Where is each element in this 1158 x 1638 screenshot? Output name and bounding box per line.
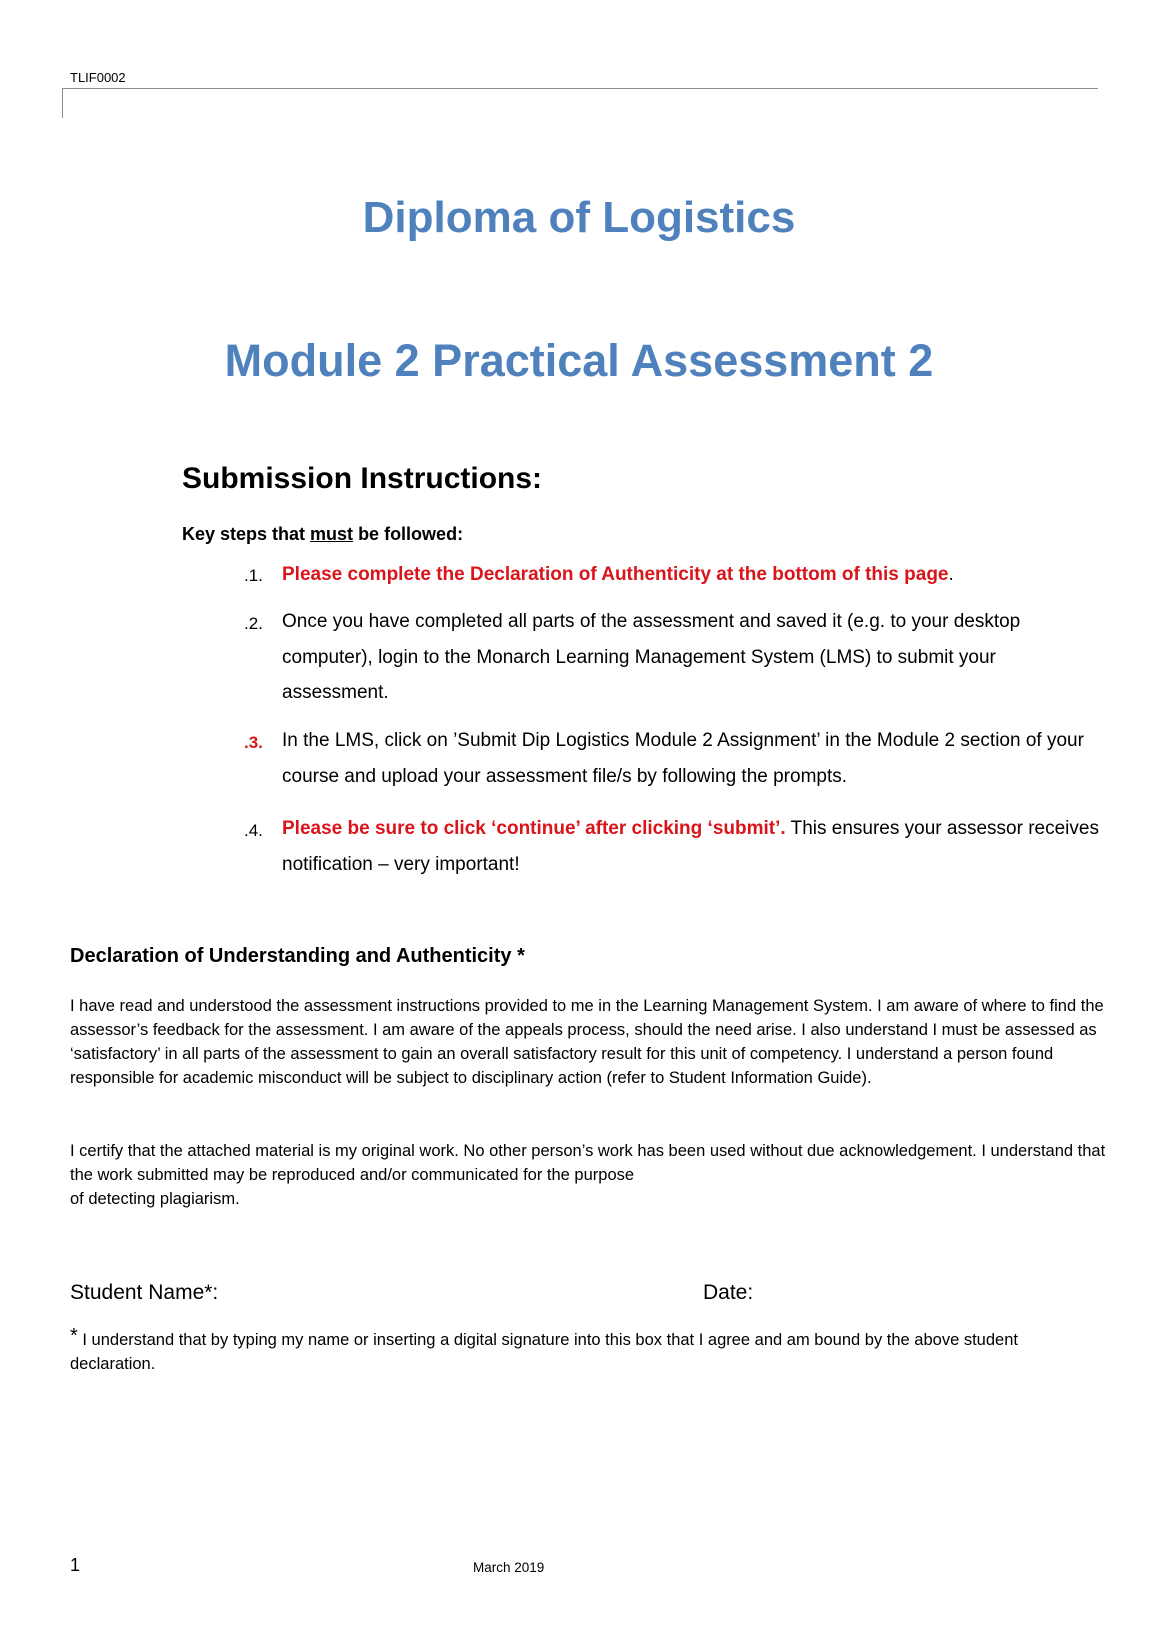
assessment-title: Module 2 Practical Assessment 2: [224, 335, 934, 386]
step-2-number: .2.: [244, 614, 263, 633]
page-number: 1: [70, 1555, 81, 1575]
date-label: Date:: [703, 1281, 754, 1304]
submission-heading: Submission Instructions:: [182, 462, 543, 495]
step-1-number: .1.: [244, 566, 263, 585]
step-3-number: .3.: [244, 733, 263, 752]
step-3-text: In the LMS, click on ’Submit Dip Logistics Module 2 Assignment’ in the Module 2 section of your course and upload your assessment file/s by following the prompts.: [282, 730, 1084, 787]
declaration-paragraph-1: I have read and understood the assessment instructions provided to me in the Learning Management System. I am aware of where to find the assessor’s feedback for the assessment. I am aware of the appeals process, should the need arise. I also understand I must be assessed as ‘satisfactory’ in all parts of the assessment to gain an overall satisfactory result for this unit of competency. I understand a person found responsible for academic misconduct will be subject to disciplinary action (refer to Student Information Guide).: [70, 997, 1104, 1087]
key-steps-emphasis: must: [310, 524, 354, 544]
key-steps-label: Key steps that must be followed:: [182, 524, 464, 544]
step-1-text: Please complete the Declaration of Authenticity at the bottom of this page.: [282, 564, 954, 585]
header-rule-tick: [62, 88, 63, 118]
header-code: TLIF0002: [70, 70, 126, 85]
course-title: Diploma of Logistics: [362, 193, 796, 242]
step-4-text: Please be sure to click ‘continue’ after clicking ‘submit’. This ensures your assessor receives notification – very important!: [282, 818, 1099, 875]
signature-note: * I understand that by typing my name or inserting a digital signature into this box that I agree and am bound by the above student declaration.: [70, 1325, 1018, 1373]
step-2-text: Once you have completed all parts of the assessment and saved it (e.g. to your desktop computer), login to the Monarch Learning Management System (LMS) to submit your assessment.: [282, 611, 1021, 703]
asterisk-marker: *: [70, 1325, 78, 1347]
step-4-number: .4.: [244, 821, 263, 840]
declaration-heading: Declaration of Understanding and Authenticity *: [70, 945, 525, 967]
footer-date: March 2019: [473, 1560, 545, 1575]
declaration-paragraph-2: I certify that the attached material is my original work. No other person’s work has been used without due acknowledgement. I understand that the work submitted may be reproduced and/or communicated for the purpose of detecting plagiarism.: [70, 1142, 1106, 1208]
header-rule: [62, 88, 1098, 89]
student-name-label: Student Name*:: [70, 1281, 219, 1304]
